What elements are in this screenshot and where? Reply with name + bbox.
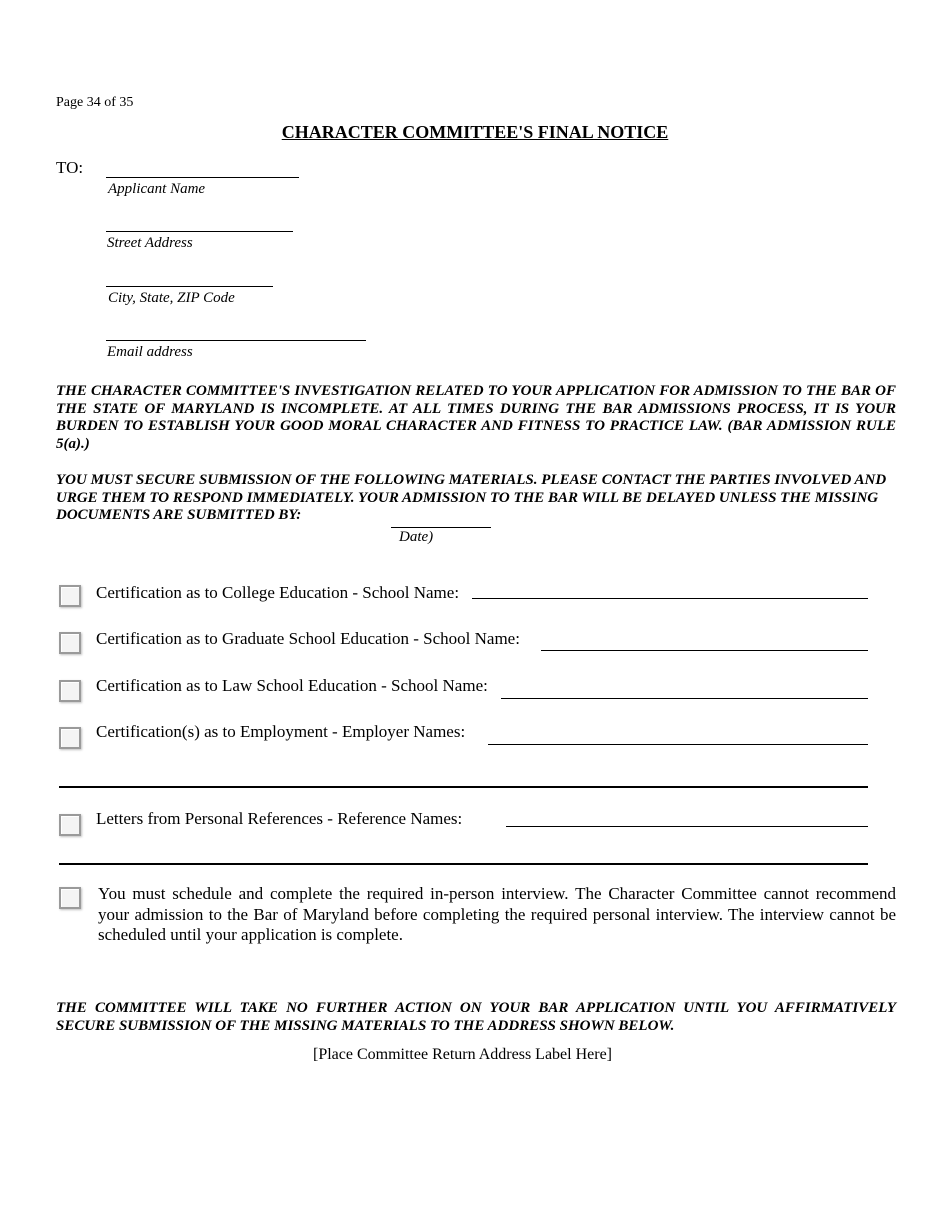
final-warning: THE COMMITTEE WILL TAKE NO FURTHER ACTION ON YOUR BAR APPLICATION UNTIL YOU AFFIRMATIVELY SECURE SUBMISSION OF THE MISSING MATERIALS TO THE ADDRESS SHOWN BELOW. bbox=[56, 1000, 896, 1034]
submission-notice bbox=[56, 472, 896, 525]
investigation-notice: THE CHARACTER COMMITTEE'S INVESTIGATION RELATED TO YOUR APPLICATION FOR ADMISSION TO THE BAR OF THE STATE OF MARYLAND IS INCOMPLETE. AT ALL TIMES DURING THE BAR ADMISSIONS PROCESS, IT IS YOUR BURDEN TO ESTABLISH YOUR GOOD MORAL CHARACTER AND FITNESS TO PRACTICE LAW. (BAR ADMISSION RULE 5(a).) bbox=[56, 383, 896, 452]
employer-names-field[interactable] bbox=[488, 744, 868, 745]
law-school-education-label: Certification as to Law School Education - School Name: bbox=[96, 676, 488, 695]
return-address-placeholder: [Place Committee Return Address Label Here] bbox=[312, 1046, 612, 1063]
graduate-education-label: Certification as to Graduate School Education - School Name: bbox=[96, 629, 520, 648]
page-title: CHARACTER COMMITTEE'S FINAL NOTICE bbox=[281, 122, 669, 142]
interview-requirement-text: You must schedule and complete the required in-person interview. The Character Committee cannot recommend your admission to the Bar of Maryland before completing the required personal interview. The interview cannot be scheduled until your application is complete. bbox=[98, 884, 896, 944]
deadline-date-caption: Date) bbox=[399, 529, 434, 545]
reference-names-extra-line[interactable] bbox=[59, 863, 868, 865]
submission-notice-text: YOU MUST SECURE SUBMISSION OF THE FOLLOWING MATERIALS. PLEASE CONTACT THE PARTIES INVOLVED AND URGE THEM TO RESPOND IMMEDIATELY. YOUR ADMISSION TO THE BAR WILL BE DELAYED UNLESS THE MISSING DOCUMENTS ARE SUBMITTED BY: bbox=[56, 472, 887, 523]
page-number: Page 34 of 35 bbox=[56, 95, 134, 110]
email-field[interactable] bbox=[106, 340, 366, 341]
email-caption: Email address bbox=[107, 344, 193, 360]
city-state-zip-field[interactable] bbox=[106, 286, 273, 287]
applicant-name-caption: Applicant Name bbox=[108, 181, 206, 197]
law-school-name-field[interactable] bbox=[501, 698, 868, 699]
reference-names-field[interactable] bbox=[506, 826, 868, 827]
street-address-caption: Street Address bbox=[107, 235, 193, 251]
college-education-checkbox[interactable] bbox=[59, 585, 81, 607]
personal-references-checkbox[interactable] bbox=[59, 814, 81, 836]
employer-names-extra-line[interactable] bbox=[59, 786, 868, 788]
to-label: TO: bbox=[56, 158, 84, 177]
college-education-label: Certification as to College Education - School Name: bbox=[96, 583, 460, 602]
employment-checkbox[interactable] bbox=[59, 727, 81, 749]
personal-references-label: Letters from Personal References - Reference Names: bbox=[96, 809, 463, 828]
college-school-name-field[interactable] bbox=[472, 598, 868, 599]
deadline-date-field[interactable] bbox=[391, 527, 491, 528]
law-school-education-checkbox[interactable] bbox=[59, 680, 81, 702]
street-address-field[interactable] bbox=[106, 231, 293, 232]
graduate-education-checkbox[interactable] bbox=[59, 632, 81, 654]
employment-label: Certification(s) as to Employment - Employer Names: bbox=[96, 722, 466, 741]
interview-checkbox[interactable] bbox=[59, 887, 81, 909]
city-state-zip-caption: City, State, ZIP Code bbox=[108, 290, 235, 306]
applicant-name-field[interactable] bbox=[106, 177, 299, 178]
graduate-school-name-field[interactable] bbox=[541, 650, 868, 651]
